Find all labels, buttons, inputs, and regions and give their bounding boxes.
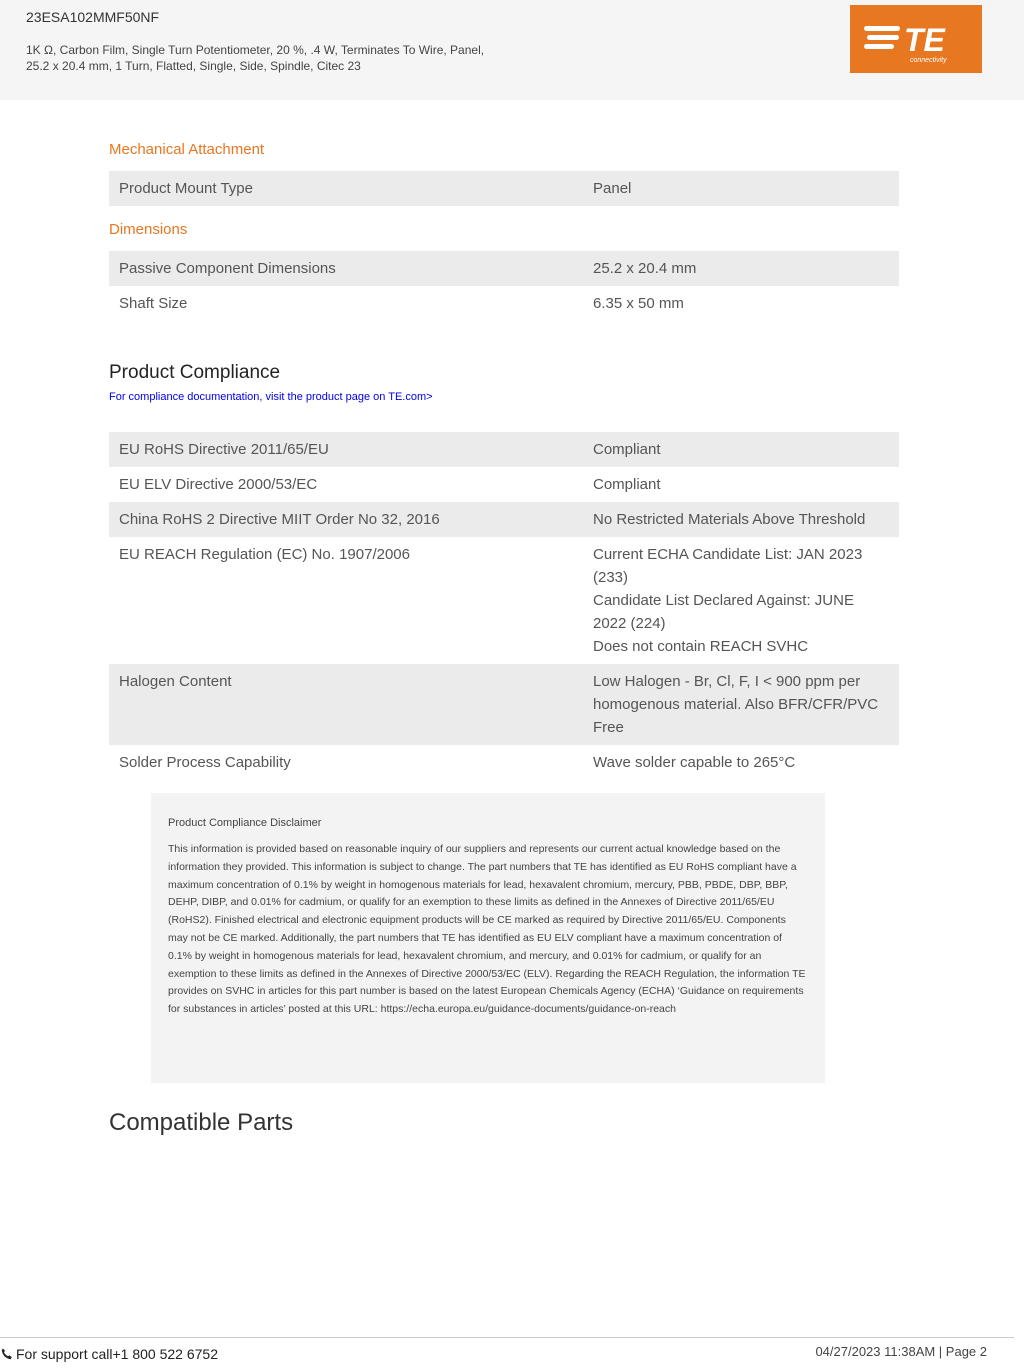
dimensions-heading: Dimensions — [109, 221, 188, 238]
mechanical-attachment-table — [109, 171, 899, 206]
compliance-table — [109, 432, 899, 780]
table-row — [109, 432, 899, 467]
part-number: 23ESA102MMF50NF — [26, 9, 160, 25]
spec-value: No Restricted Materials Above Threshold — [593, 511, 866, 528]
compliance-documentation-link[interactable]: For compliance documentation, visit the product page on TE.com> — [109, 391, 433, 403]
table-row — [109, 467, 899, 502]
phone-icon — [0, 1347, 14, 1361]
spec-label: Passive Component Dimensions — [119, 260, 336, 277]
page-header — [0, 0, 1024, 100]
logo-subtext: connectivity — [910, 57, 947, 64]
mechanical-attachment-heading: Mechanical Attachment — [109, 141, 265, 158]
spec-value — [593, 537, 899, 664]
reach-candidate-list: Current ECHA Candidate List: JAN 2023 (233) — [593, 546, 863, 586]
reach-svhc-status: Does not contain REACH SVHC — [593, 638, 809, 655]
spec-value: Wave solder capable to 265°C — [593, 754, 796, 771]
part-description: 1K Ω, Carbon Film, Single Turn Potentiometer, 20 %, .4 W, Terminates To Wire, Panel, 25.2 x 20.4 mm, 1 Turn, Flatted, Single, Side, Spindle, Citec 23 — [26, 43, 485, 73]
table-row — [109, 745, 899, 780]
support-phone-text: For support call+1 800 522 6752 — [16, 1346, 218, 1362]
spec-value: 6.35 x 50 mm — [593, 295, 684, 312]
spec-label: EU RoHS Directive 2011/65/EU — [119, 441, 329, 458]
spec-label: China RoHS 2 Directive MIIT Order No 32, 2016 — [119, 511, 440, 528]
table-row — [109, 537, 899, 664]
table-row — [109, 502, 899, 537]
spec-label: EU ELV Directive 2000/53/EC — [119, 476, 318, 493]
reach-declared-against: Candidate List Declared Against: JUNE 2022 (224) — [593, 592, 854, 632]
spec-value: Compliant — [593, 441, 661, 458]
table-row — [109, 171, 899, 206]
spec-label: Shaft Size — [119, 295, 188, 312]
support-contact[interactable] — [0, 1346, 218, 1362]
spec-label: EU REACH Regulation (EC) No. 1907/2006 — [119, 546, 410, 563]
table-row — [109, 286, 899, 321]
spec-label: Halogen Content — [119, 673, 232, 690]
disclaimer-title: Product Compliance Disclaimer — [168, 817, 322, 829]
spec-label: Solder Process Capability — [119, 754, 291, 771]
spec-value: Compliant — [593, 476, 661, 493]
footer-date-page: 04/27/2023 11:38AM | Page 2 — [815, 1344, 987, 1359]
compliance-disclaimer — [151, 793, 825, 1083]
spec-value: 25.2 x 20.4 mm — [593, 260, 697, 277]
logo-text: TE — [904, 22, 945, 58]
spec-label: Product Mount Type — [119, 180, 253, 197]
table-row — [109, 664, 899, 745]
disclaimer-body: This information is provided based on reasonable inquiry of our suppliers and represents our current actual knowledge based on the information they provided. This information is subject to change. The part numbers that TE has identified as EU RoHS compliant have a maximum concentration of 0.1% by weight in homogenous materials for lead, hexavalent chromium, mercury, PBB, PBDE, DBP, BBP, DEHP, DIBP, and 0.01% for cadmium, or qualify for an exemption to these limits as defined in the Annexes of Directive 2011/65/EU (RoHS2). Finished electrical and electronic equipment products will be CE marked as required by Directive 2011/65/EU. Components may not be CE marked. Additionally, the part numbers that TE has identified as EU ELV compliant have a maximum concentration of 0.1% by weight in homogenous materials for lead, hexavalent chromium, and mercury, and 0.01% for cadmium, or qualify for an exemption to these limits as defined in the Annexes of Directive 2000/53/EC (ELV). Regarding the REACH Regulation, the information TE provides on SVHC in articles for this part number is based on the latest European Chemicals Agency (ECHA) ‘Guidance on requirements for substances in articles’ posted at this URL: https://echa.europa.eu/guidance-documents/guidance-on-reach — [168, 843, 806, 1016]
spec-value: Low Halogen - Br, Cl, F, I < 900 ppm per homogenous material. Also BFR/CFR/PVC Free — [593, 673, 879, 736]
footer-divider — [0, 1337, 1014, 1338]
spec-value: Panel — [593, 180, 632, 197]
dimensions-table — [109, 251, 899, 321]
te-logo — [850, 5, 982, 73]
table-row — [109, 251, 899, 286]
compatible-parts-heading: Compatible Parts — [109, 1109, 294, 1136]
product-compliance-heading: Product Compliance — [109, 362, 281, 383]
